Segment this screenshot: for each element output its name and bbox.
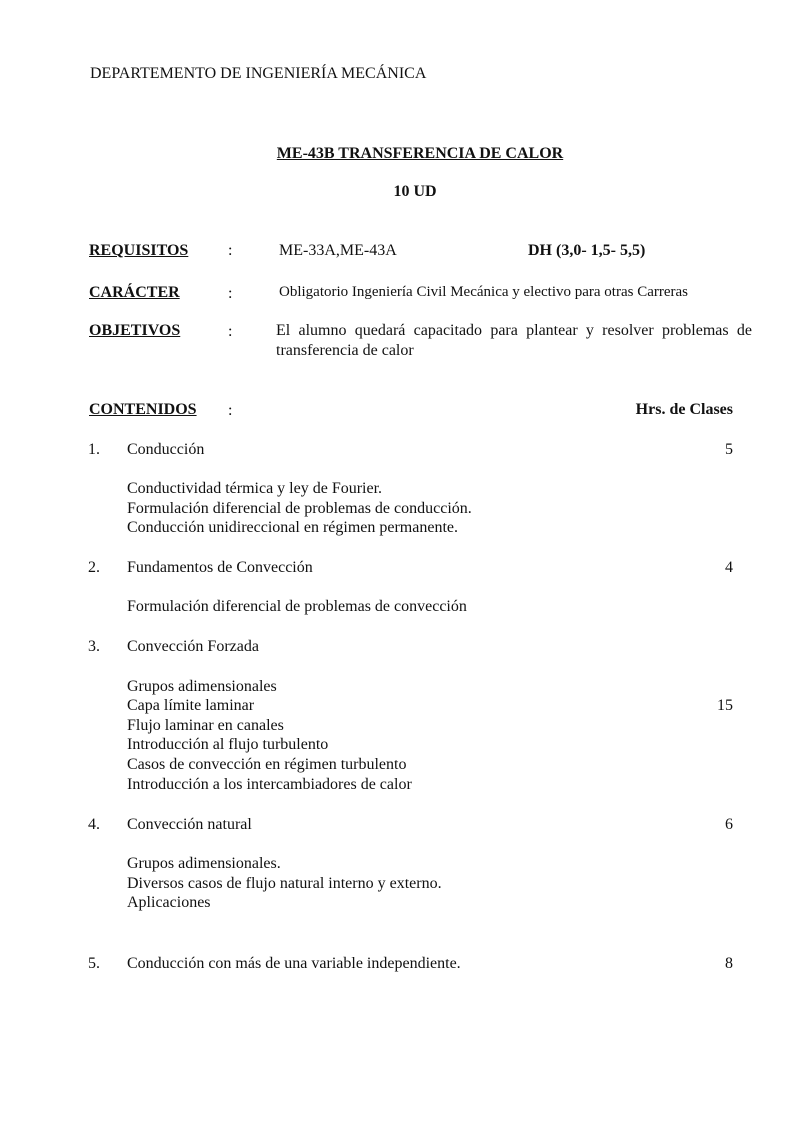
topic-item: Conductividad térmica y ley de Fourier. <box>127 480 383 497</box>
section-hours: 15 <box>717 697 733 714</box>
caracter-colon: : <box>228 285 233 302</box>
department-header: DEPARTEMENTO DE INGENIERÍA MECÁNICA <box>90 65 427 82</box>
section-title: Convección natural <box>127 816 252 833</box>
course-units: 10 UD <box>393 183 437 200</box>
hours-header: Hrs. de Clases <box>635 401 733 418</box>
dh-value: DH (3,0- 1,5- 5,5) <box>528 242 646 259</box>
topic-item: Introducción al flujo turbulento <box>127 736 329 753</box>
section-title: Convección Forzada <box>127 638 259 655</box>
section-title: Conducción <box>127 441 205 458</box>
topic-item: Grupos adimensionales. <box>127 855 281 872</box>
topic-item: Formulación diferencial de problemas de conducción. <box>127 500 472 517</box>
section-number: 5. <box>88 955 100 972</box>
topic-item: Diversos casos de flujo natural interno y externo. <box>127 875 442 892</box>
contenidos-colon: : <box>228 402 233 419</box>
topic-item: Conducción unidireccional en régimen permanente. <box>127 519 458 536</box>
objetivos-line-2: transferencia de calor <box>276 342 414 359</box>
section-title: Fundamentos de Convección <box>127 559 313 576</box>
objetivos-label: OBJETIVOS <box>89 322 181 339</box>
topic-item: Formulación diferencial de problemas de convección <box>127 598 467 615</box>
course-title: ME-43B TRANSFERENCIA DE CALOR <box>276 145 564 162</box>
section-title: Conducción con más de una variable independiente. <box>127 955 461 972</box>
section-hours: 8 <box>725 955 733 972</box>
section-number: 4. <box>88 816 100 833</box>
topic-item: Casos de convección en régimen turbulento <box>127 756 407 773</box>
section-hours: 5 <box>725 441 733 458</box>
topic-item: Flujo laminar en canales <box>127 717 284 734</box>
requisitos-colon: : <box>228 242 233 259</box>
section-hours: 6 <box>725 816 733 833</box>
section-hours: 4 <box>725 559 733 576</box>
objetivos-colon: : <box>228 323 233 340</box>
caracter-value: Obligatorio Ingeniería Civil Mecánica y electivo para otras Carreras <box>279 284 688 300</box>
topic-item: Aplicaciones <box>127 894 211 911</box>
requisitos-value: ME-33A,ME-43A <box>279 242 397 259</box>
section-number: 3. <box>88 638 100 655</box>
contenidos-label: CONTENIDOS <box>89 401 197 418</box>
topic-item: Capa límite laminar <box>127 697 255 714</box>
topic-item: Introducción a los intercambiadores de calor <box>127 776 412 793</box>
objetivos-line-1: El alumno quedará capacitado para plantear y resolver problemas de <box>276 322 752 339</box>
requisitos-label: REQUISITOS <box>89 242 189 259</box>
section-number: 1. <box>88 441 100 458</box>
section-number: 2. <box>88 559 100 576</box>
topic-item: Grupos adimensionales <box>127 678 277 695</box>
caracter-label: CARÁCTER <box>89 284 180 301</box>
